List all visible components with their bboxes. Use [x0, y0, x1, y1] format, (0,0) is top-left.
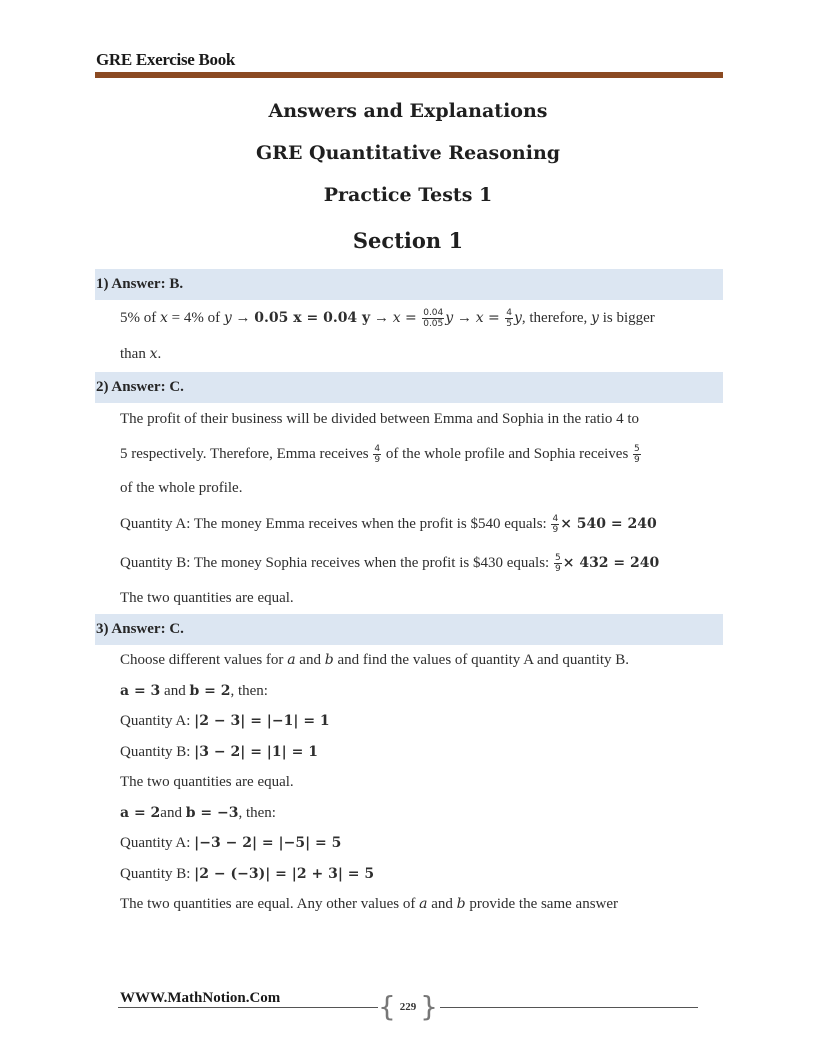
fraction	[551, 514, 559, 535]
page-headings	[0, 90, 816, 262]
text: provide the same answer	[465, 896, 619, 912]
numerator: 4	[506, 308, 512, 319]
var-y: y	[223, 310, 232, 326]
bracket-right-icon: }	[420, 990, 438, 1023]
numerator: 4	[374, 444, 381, 455]
text: Quantity A:	[120, 835, 195, 851]
page-number: 229	[399, 1001, 417, 1013]
answer-2-quantity-a	[95, 505, 723, 543]
arrow: →	[231, 310, 255, 326]
answer-2-line-3: of the whole profile.	[120, 480, 243, 496]
text: and	[295, 652, 325, 668]
text: than	[120, 346, 150, 362]
answer-3-quantity-b-1	[95, 737, 723, 768]
numerator: 5	[554, 553, 561, 564]
expression: |3 − 2| = |1| = 1	[194, 743, 318, 760]
denominator: 9	[552, 525, 559, 536]
var-y: y	[591, 310, 599, 326]
var-b: b	[324, 652, 334, 668]
text: , then:	[238, 804, 276, 821]
heading-answers: Answers and Explanations	[268, 100, 548, 122]
equation: a = 2	[120, 804, 161, 821]
footer-rule-left	[118, 1007, 378, 1008]
answer-3-case-2	[95, 798, 723, 829]
text: 5 respectively. Therefore, Emma receives	[120, 446, 373, 462]
heading-subject: GRE Quantitative Reasoning	[255, 142, 561, 164]
answer-2-line-2	[95, 436, 723, 472]
text: Quantity B: The money Sophia receives when the profit is $430 equals:	[120, 555, 553, 571]
numerator: 4	[552, 514, 559, 525]
text: Quantity A: The money Emma receives when the profit is $540 equals:	[120, 516, 551, 532]
bracket-left-icon: {	[378, 990, 396, 1023]
denominator: 0.05	[423, 319, 444, 330]
expression: × 432 = 240	[562, 555, 660, 571]
text: , then:	[230, 682, 268, 699]
arrow: →	[453, 310, 476, 326]
text: and	[427, 896, 457, 912]
text: Choose different values for	[120, 652, 288, 668]
answer-1-bar: 1) Answer: B.	[95, 269, 723, 300]
text: and	[160, 804, 186, 821]
text: , therefore,	[521, 310, 592, 326]
text: The two quantities are equal. Any other values of	[120, 896, 420, 912]
denominator: 9	[374, 455, 381, 466]
equation: b = −3	[185, 804, 239, 821]
fraction	[633, 444, 641, 465]
answer-3-line-1	[95, 645, 723, 676]
answer-3-bar: 3) Answer: C.	[95, 614, 723, 645]
expression: |2 − (−3)| = |2 + 3| = 5	[194, 865, 375, 882]
answers-content	[95, 269, 723, 920]
denominator: 9	[634, 455, 640, 466]
numerator: 5	[634, 444, 640, 455]
text: and find the values of quantity A and quantity B.	[333, 652, 630, 668]
page-number-box	[378, 990, 438, 1023]
denominator: 5	[506, 319, 512, 330]
equation: b = 2	[189, 682, 231, 699]
period: .	[157, 346, 162, 362]
heading-practice-test: Practice Tests 1	[323, 184, 493, 206]
text: is bigger	[598, 310, 655, 326]
answer-1-line-1	[95, 300, 723, 336]
numerator: 0.04	[423, 308, 444, 319]
text: Quantity B:	[120, 743, 195, 760]
fraction	[373, 444, 381, 465]
footer-website: WWW.MathNotion.Com	[120, 990, 281, 1006]
answer-1-line-2	[95, 336, 723, 372]
equation: a = 3	[120, 682, 161, 699]
equation: x =	[392, 310, 422, 326]
fraction	[505, 308, 513, 329]
answer-3-quantity-b-2	[95, 859, 723, 890]
book-title: GRE Exercise Book	[96, 50, 236, 69]
var-b: b	[456, 896, 466, 912]
expression: |−3 − 2| = |−5| = 5	[194, 835, 342, 851]
answer-3-final	[95, 889, 723, 920]
answer-3-case-1	[95, 676, 723, 707]
denominator: 9	[554, 564, 561, 575]
var-y: y	[513, 310, 522, 326]
answer-3-quantity-a-2	[95, 828, 723, 859]
equation: 0.05 x = 0.04 y	[254, 310, 371, 326]
text: = 4% of	[167, 310, 224, 326]
text: of the whole profile and Sophia receives	[382, 446, 633, 462]
answer-3-equal-1: The two quantities are equal.	[120, 774, 294, 790]
footer-rule-right	[440, 1007, 698, 1008]
answer-2-quantity-b	[95, 543, 723, 583]
expression: × 540 = 240	[560, 516, 657, 532]
equation: x =	[475, 310, 505, 326]
text: and	[160, 682, 190, 699]
answer-2-conclusion: The two quantities are equal.	[120, 590, 294, 606]
fraction	[554, 553, 562, 574]
expression: |2 − 3| = |−1| = 1	[194, 713, 330, 729]
var-x: x	[149, 346, 158, 362]
heading-section: Section 1	[352, 228, 464, 253]
fraction	[422, 308, 444, 329]
text: 5% of	[120, 310, 160, 326]
var-a: a	[419, 896, 428, 912]
text: Quantity A:	[120, 713, 195, 729]
arrow: →	[370, 310, 393, 326]
var-y: y	[445, 310, 454, 326]
answer-2-bar: 2) Answer: C.	[95, 372, 723, 403]
header-rule	[95, 72, 723, 78]
var-a: a	[287, 652, 296, 668]
var-x: x	[160, 310, 168, 326]
answer-3-quantity-a-1	[95, 706, 723, 737]
text: Quantity B:	[120, 865, 195, 882]
answer-2-line-1: The profit of their business will be divided between Emma and Sophia in the ratio 4 to	[120, 411, 640, 427]
